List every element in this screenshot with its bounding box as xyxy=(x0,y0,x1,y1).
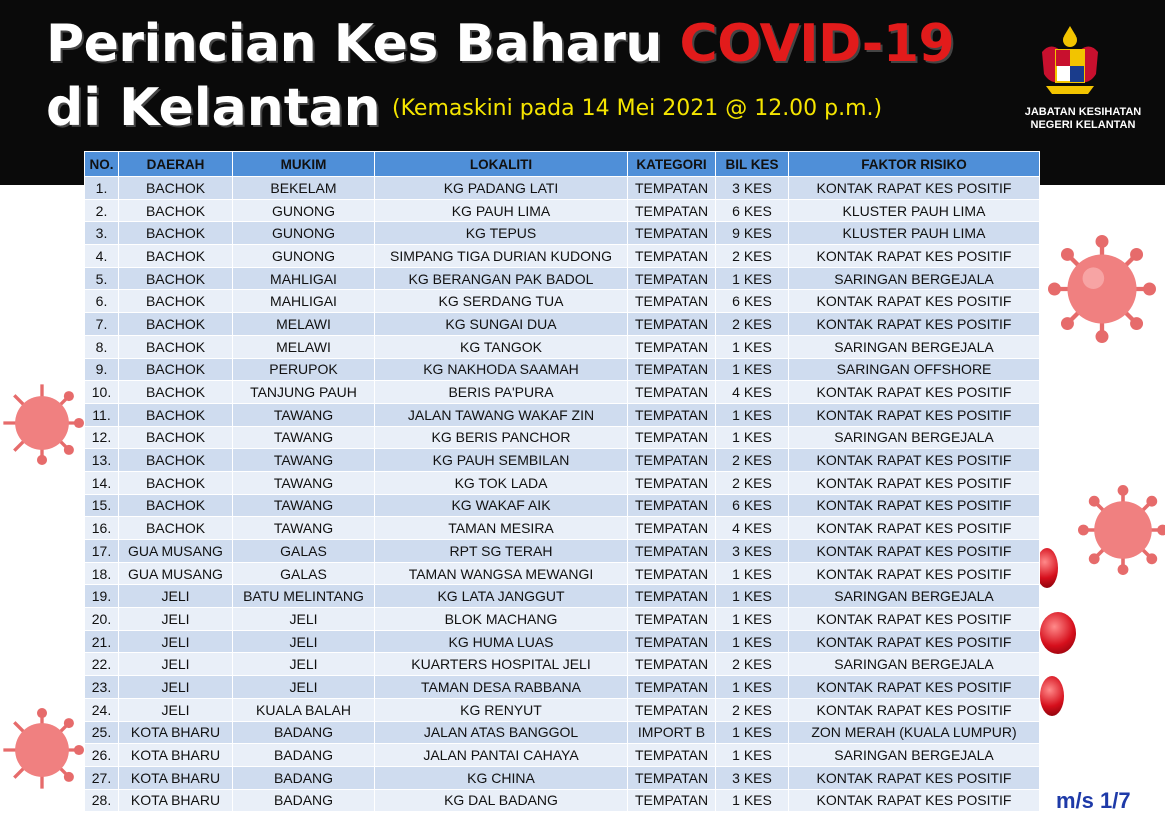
cell-mukim: GUNONG xyxy=(233,222,375,245)
cell-kategori: TEMPATAN xyxy=(628,766,716,789)
cell-lokaliti: RPT SG TERAH xyxy=(375,540,628,563)
cell-kategori: TEMPATAN xyxy=(628,630,716,653)
cell-daerah: JELI xyxy=(119,698,233,721)
cell-kategori: TEMPATAN xyxy=(628,698,716,721)
cell-mukim: MELAWI xyxy=(233,313,375,336)
cell-faktor-risiko: SARINGAN BERGEJALA xyxy=(789,653,1040,676)
table-row xyxy=(85,358,1040,381)
cell-faktor-risiko: KONTAK RAPAT KES POSITIF xyxy=(789,449,1040,472)
cell-lokaliti: KG BERANGAN PAK BADOL xyxy=(375,267,628,290)
table-row xyxy=(85,426,1040,449)
cell-mukim: BADANG xyxy=(233,744,375,767)
table-row xyxy=(85,698,1040,721)
cell-no: 3. xyxy=(85,222,119,245)
cell-daerah: BACHOK xyxy=(119,494,233,517)
cell-daerah: JELI xyxy=(119,653,233,676)
cell-no: 14. xyxy=(85,471,119,494)
cell-no: 22. xyxy=(85,653,119,676)
column-header-daerah: DAERAH xyxy=(119,152,233,177)
update-timestamp: (Kemaskini pada 14 Mei 2021 @ 12.00 p.m.) xyxy=(392,96,883,121)
column-header-bil-kes: BIL KES xyxy=(716,152,789,177)
cell-faktor-risiko: KONTAK RAPAT KES POSITIF xyxy=(789,608,1040,631)
table-body xyxy=(85,177,1040,812)
cell-kategori: TEMPATAN xyxy=(628,676,716,699)
table-row xyxy=(85,199,1040,222)
cell-kategori: TEMPATAN xyxy=(628,199,716,222)
cell-lokaliti: KG PAUH LIMA xyxy=(375,199,628,222)
cell-kategori: TEMPATAN xyxy=(628,222,716,245)
cell-lokaliti: KG NAKHODA SAAMAH xyxy=(375,358,628,381)
cell-daerah: BACHOK xyxy=(119,381,233,404)
page-number: m/s 1/7 xyxy=(1056,788,1131,813)
cell-daerah: BACHOK xyxy=(119,471,233,494)
cell-daerah: JELI xyxy=(119,608,233,631)
cell-lokaliti: KG SUNGAI DUA xyxy=(375,313,628,336)
cell-daerah: KOTA BHARU xyxy=(119,789,233,812)
table-row xyxy=(85,676,1040,699)
cell-no: 1. xyxy=(85,177,119,200)
cell-kategori: TEMPATAN xyxy=(628,449,716,472)
table-row xyxy=(85,290,1040,313)
cell-faktor-risiko: KONTAK RAPAT KES POSITIF xyxy=(789,517,1040,540)
cell-kategori: TEMPATAN xyxy=(628,177,716,200)
cell-bil-kes: 2 KES xyxy=(716,449,789,472)
table-row xyxy=(85,721,1040,744)
cell-no: 19. xyxy=(85,585,119,608)
cell-kategori: TEMPATAN xyxy=(628,608,716,631)
cell-daerah: KOTA BHARU xyxy=(119,744,233,767)
column-header-faktor-risiko: FAKTOR RISIKO xyxy=(789,152,1040,177)
cell-no: 24. xyxy=(85,698,119,721)
cell-daerah: BACHOK xyxy=(119,222,233,245)
cell-no: 9. xyxy=(85,358,119,381)
cell-daerah: BACHOK xyxy=(119,177,233,200)
cell-lokaliti: KG TANGOK xyxy=(375,335,628,358)
table-row xyxy=(85,540,1040,563)
cell-mukim: GUNONG xyxy=(233,199,375,222)
cell-lokaliti: TAMAN MESIRA xyxy=(375,517,628,540)
page-title xyxy=(46,14,954,74)
cell-no: 5. xyxy=(85,267,119,290)
cell-faktor-risiko: SARINGAN BERGEJALA xyxy=(789,335,1040,358)
cell-faktor-risiko: KLUSTER PAUH LIMA xyxy=(789,222,1040,245)
cell-mukim: BEKELAM xyxy=(233,177,375,200)
cell-bil-kes: 1 KES xyxy=(716,403,789,426)
cell-daerah: JELI xyxy=(119,585,233,608)
cell-no: 6. xyxy=(85,290,119,313)
cell-lokaliti: KG LATA JANGGUT xyxy=(375,585,628,608)
cell-no: 18. xyxy=(85,562,119,585)
cell-mukim: BADANG xyxy=(233,721,375,744)
page-title-line2: di Kelantan xyxy=(46,78,381,138)
cell-daerah: BACHOK xyxy=(119,426,233,449)
cell-mukim: KUALA BALAH xyxy=(233,698,375,721)
cell-faktor-risiko: KONTAK RAPAT KES POSITIF xyxy=(789,290,1040,313)
cell-mukim: BATU MELINTANG xyxy=(233,585,375,608)
cell-kategori: TEMPATAN xyxy=(628,426,716,449)
cell-mukim: BADANG xyxy=(233,789,375,812)
cell-mukim: JELI xyxy=(233,630,375,653)
table-row xyxy=(85,789,1040,812)
cell-bil-kes: 9 KES xyxy=(716,222,789,245)
cell-lokaliti: KUARTERS HOSPITAL JELI xyxy=(375,653,628,676)
cell-faktor-risiko: KONTAK RAPAT KES POSITIF xyxy=(789,698,1040,721)
cell-faktor-risiko: KONTAK RAPAT KES POSITIF xyxy=(789,245,1040,268)
agency-name xyxy=(1008,106,1158,132)
cases-table xyxy=(84,151,1040,812)
cell-daerah: BACHOK xyxy=(119,517,233,540)
cell-kategori: TEMPATAN xyxy=(628,290,716,313)
cell-daerah: JELI xyxy=(119,630,233,653)
cell-lokaliti: TAMAN WANGSA MEWANGI xyxy=(375,562,628,585)
cell-faktor-risiko: KONTAK RAPAT KES POSITIF xyxy=(789,562,1040,585)
table-row xyxy=(85,494,1040,517)
cell-bil-kes: 3 KES xyxy=(716,177,789,200)
cell-no: 12. xyxy=(85,426,119,449)
cell-bil-kes: 1 KES xyxy=(716,721,789,744)
cell-bil-kes: 4 KES xyxy=(716,381,789,404)
cell-faktor-risiko: KONTAK RAPAT KES POSITIF xyxy=(789,540,1040,563)
cell-lokaliti: KG RENYUT xyxy=(375,698,628,721)
cell-mukim: GALAS xyxy=(233,540,375,563)
cell-daerah: GUA MUSANG xyxy=(119,562,233,585)
cell-bil-kes: 1 KES xyxy=(716,335,789,358)
cell-daerah: BACHOK xyxy=(119,403,233,426)
virus-icon xyxy=(0,368,84,478)
cell-faktor-risiko: KONTAK RAPAT KES POSITIF xyxy=(789,177,1040,200)
cell-no: 7. xyxy=(85,313,119,336)
table-row xyxy=(85,381,1040,404)
cell-kategori: TEMPATAN xyxy=(628,653,716,676)
cell-lokaliti: JALAN TAWANG WAKAF ZIN xyxy=(375,403,628,426)
cell-bil-kes: 2 KES xyxy=(716,653,789,676)
table-row xyxy=(85,653,1040,676)
table-row xyxy=(85,222,1040,245)
cell-bil-kes: 1 KES xyxy=(716,608,789,631)
table-row xyxy=(85,585,1040,608)
cell-faktor-risiko: KONTAK RAPAT KES POSITIF xyxy=(789,313,1040,336)
column-header-mukim: MUKIM xyxy=(233,152,375,177)
table-row xyxy=(85,449,1040,472)
cell-daerah: BACHOK xyxy=(119,335,233,358)
cell-kategori: TEMPATAN xyxy=(628,744,716,767)
cell-daerah: KOTA BHARU xyxy=(119,766,233,789)
table-row xyxy=(85,744,1040,767)
table-row xyxy=(85,517,1040,540)
cell-mukim: MELAWI xyxy=(233,335,375,358)
cell-no: 23. xyxy=(85,676,119,699)
cell-bil-kes: 2 KES xyxy=(716,471,789,494)
cell-mukim: TANJUNG PAUH xyxy=(233,381,375,404)
table-row xyxy=(85,562,1040,585)
cell-mukim: TAWANG xyxy=(233,494,375,517)
virus-icon xyxy=(0,690,84,810)
cell-faktor-risiko: KONTAK RAPAT KES POSITIF xyxy=(789,789,1040,812)
cell-no: 15. xyxy=(85,494,119,517)
cell-faktor-risiko: KLUSTER PAUH LIMA xyxy=(789,199,1040,222)
cell-mukim: JELI xyxy=(233,676,375,699)
cell-kategori: TEMPATAN xyxy=(628,381,716,404)
cell-lokaliti: KG PAUH SEMBILAN xyxy=(375,449,628,472)
cell-faktor-risiko: SARINGAN BERGEJALA xyxy=(789,585,1040,608)
cell-faktor-risiko: SARINGAN OFFSHORE xyxy=(789,358,1040,381)
cell-daerah: BACHOK xyxy=(119,290,233,313)
cell-lokaliti: KG PADANG LATI xyxy=(375,177,628,200)
cell-no: 16. xyxy=(85,517,119,540)
table-row xyxy=(85,335,1040,358)
cell-mukim: JELI xyxy=(233,608,375,631)
table-row xyxy=(85,630,1040,653)
cell-kategori: IMPORT B xyxy=(628,721,716,744)
cell-kategori: TEMPATAN xyxy=(628,245,716,268)
cell-mukim: TAWANG xyxy=(233,403,375,426)
cell-lokaliti: SIMPANG TIGA DURIAN KUDONG xyxy=(375,245,628,268)
cell-faktor-risiko: SARINGAN BERGEJALA xyxy=(789,744,1040,767)
cell-mukim: TAWANG xyxy=(233,426,375,449)
cell-daerah: BACHOK xyxy=(119,449,233,472)
cell-kategori: TEMPATAN xyxy=(628,267,716,290)
cell-kategori: TEMPATAN xyxy=(628,358,716,381)
cell-lokaliti: JALAN PANTAI CAHAYA xyxy=(375,744,628,767)
cell-kategori: TEMPATAN xyxy=(628,789,716,812)
virus-icon xyxy=(1048,235,1156,343)
cell-mukim: MAHLIGAI xyxy=(233,267,375,290)
cell-faktor-risiko: KONTAK RAPAT KES POSITIF xyxy=(789,676,1040,699)
cell-mukim: MAHLIGAI xyxy=(233,290,375,313)
table-row xyxy=(85,267,1040,290)
cell-lokaliti: BERIS PA'PURA xyxy=(375,381,628,404)
cell-daerah: GUA MUSANG xyxy=(119,540,233,563)
cell-no: 8. xyxy=(85,335,119,358)
agency-line1: JABATAN KESIHATAN xyxy=(1024,106,1142,118)
cell-bil-kes: 1 KES xyxy=(716,426,789,449)
cell-kategori: TEMPATAN xyxy=(628,562,716,585)
cell-daerah: KOTA BHARU xyxy=(119,721,233,744)
virus-icon xyxy=(1078,475,1165,585)
cell-mukim: GALAS xyxy=(233,562,375,585)
cell-lokaliti: JALAN ATAS BANGGOL xyxy=(375,721,628,744)
cell-faktor-risiko: KONTAK RAPAT KES POSITIF xyxy=(789,494,1040,517)
cell-faktor-risiko: KONTAK RAPAT KES POSITIF xyxy=(789,381,1040,404)
cell-no: 28. xyxy=(85,789,119,812)
cell-kategori: TEMPATAN xyxy=(628,471,716,494)
cell-mukim: TAWANG xyxy=(233,517,375,540)
table-row xyxy=(85,608,1040,631)
cell-daerah: BACHOK xyxy=(119,313,233,336)
cell-faktor-risiko: SARINGAN BERGEJALA xyxy=(789,267,1040,290)
cell-daerah: BACHOK xyxy=(119,358,233,381)
cell-faktor-risiko: KONTAK RAPAT KES POSITIF xyxy=(789,630,1040,653)
cell-no: 20. xyxy=(85,608,119,631)
cell-bil-kes: 1 KES xyxy=(716,676,789,699)
cell-bil-kes: 1 KES xyxy=(716,744,789,767)
cell-no: 11. xyxy=(85,403,119,426)
cell-faktor-risiko: KONTAK RAPAT KES POSITIF xyxy=(789,403,1040,426)
cell-bil-kes: 1 KES xyxy=(716,585,789,608)
cell-kategori: TEMPATAN xyxy=(628,335,716,358)
cell-bil-kes: 1 KES xyxy=(716,789,789,812)
agency-line2: NEGERI KELANTAN xyxy=(1030,119,1136,131)
cell-mukim: JELI xyxy=(233,653,375,676)
cell-bil-kes: 4 KES xyxy=(716,517,789,540)
cell-kategori: TEMPATAN xyxy=(628,313,716,336)
cell-bil-kes: 1 KES xyxy=(716,358,789,381)
cell-daerah: JELI xyxy=(119,676,233,699)
table-row xyxy=(85,471,1040,494)
cell-kategori: TEMPATAN xyxy=(628,517,716,540)
virus-ball-icon xyxy=(1040,676,1064,716)
cell-bil-kes: 2 KES xyxy=(716,698,789,721)
cell-mukim: TAWANG xyxy=(233,449,375,472)
cell-faktor-risiko: ZON MERAH (KUALA LUMPUR) xyxy=(789,721,1040,744)
cell-lokaliti: KG WAKAF AIK xyxy=(375,494,628,517)
cell-bil-kes: 6 KES xyxy=(716,494,789,517)
table-header-row xyxy=(85,152,1040,177)
cell-lokaliti: KG TOK LADA xyxy=(375,471,628,494)
cell-lokaliti: KG HUMA LUAS xyxy=(375,630,628,653)
cell-bil-kes: 1 KES xyxy=(716,562,789,585)
cell-bil-kes: 1 KES xyxy=(716,267,789,290)
cell-kategori: TEMPATAN xyxy=(628,494,716,517)
cell-daerah: BACHOK xyxy=(119,267,233,290)
cell-no: 27. xyxy=(85,766,119,789)
cell-mukim: TAWANG xyxy=(233,471,375,494)
cell-lokaliti: KG DAL BADANG xyxy=(375,789,628,812)
cell-mukim: PERUPOK xyxy=(233,358,375,381)
cell-bil-kes: 6 KES xyxy=(716,290,789,313)
virus-ball-icon xyxy=(1040,612,1076,654)
cell-kategori: TEMPATAN xyxy=(628,403,716,426)
cell-no: 25. xyxy=(85,721,119,744)
cell-bil-kes: 1 KES xyxy=(716,630,789,653)
table-row xyxy=(85,766,1040,789)
cell-lokaliti: KG TEPUS xyxy=(375,222,628,245)
cell-no: 2. xyxy=(85,199,119,222)
cell-lokaliti: KG CHINA xyxy=(375,766,628,789)
column-header-kategori: KATEGORI xyxy=(628,152,716,177)
cell-bil-kes: 2 KES xyxy=(716,245,789,268)
cell-bil-kes: 2 KES xyxy=(716,313,789,336)
table-row xyxy=(85,177,1040,200)
cell-no: 4. xyxy=(85,245,119,268)
title-text: Perincian Kes Baharu xyxy=(46,14,680,74)
column-header-lokaliti: LOKALITI xyxy=(375,152,628,177)
cell-lokaliti: KG BERIS PANCHOR xyxy=(375,426,628,449)
cell-mukim: GUNONG xyxy=(233,245,375,268)
cell-faktor-risiko: KONTAK RAPAT KES POSITIF xyxy=(789,471,1040,494)
cell-lokaliti: BLOK MACHANG xyxy=(375,608,628,631)
cell-bil-kes: 3 KES xyxy=(716,766,789,789)
cell-no: 10. xyxy=(85,381,119,404)
cell-no: 13. xyxy=(85,449,119,472)
cell-bil-kes: 6 KES xyxy=(716,199,789,222)
column-header-no: NO. xyxy=(85,152,119,177)
coat-of-arms-icon xyxy=(1030,22,1110,102)
cell-no: 26. xyxy=(85,744,119,767)
cell-kategori: TEMPATAN xyxy=(628,585,716,608)
cell-lokaliti: TAMAN DESA RABBANA xyxy=(375,676,628,699)
cell-mukim: BADANG xyxy=(233,766,375,789)
table-row xyxy=(85,313,1040,336)
cell-daerah: BACHOK xyxy=(119,199,233,222)
cell-faktor-risiko: SARINGAN BERGEJALA xyxy=(789,426,1040,449)
table-row xyxy=(85,403,1040,426)
cell-faktor-risiko: KONTAK RAPAT KES POSITIF xyxy=(789,766,1040,789)
table-row xyxy=(85,245,1040,268)
cell-bil-kes: 3 KES xyxy=(716,540,789,563)
cell-lokaliti: KG SERDANG TUA xyxy=(375,290,628,313)
cell-no: 17. xyxy=(85,540,119,563)
cell-no: 21. xyxy=(85,630,119,653)
title-highlight: COVID-19 xyxy=(679,14,955,74)
cell-daerah: BACHOK xyxy=(119,245,233,268)
cell-kategori: TEMPATAN xyxy=(628,540,716,563)
